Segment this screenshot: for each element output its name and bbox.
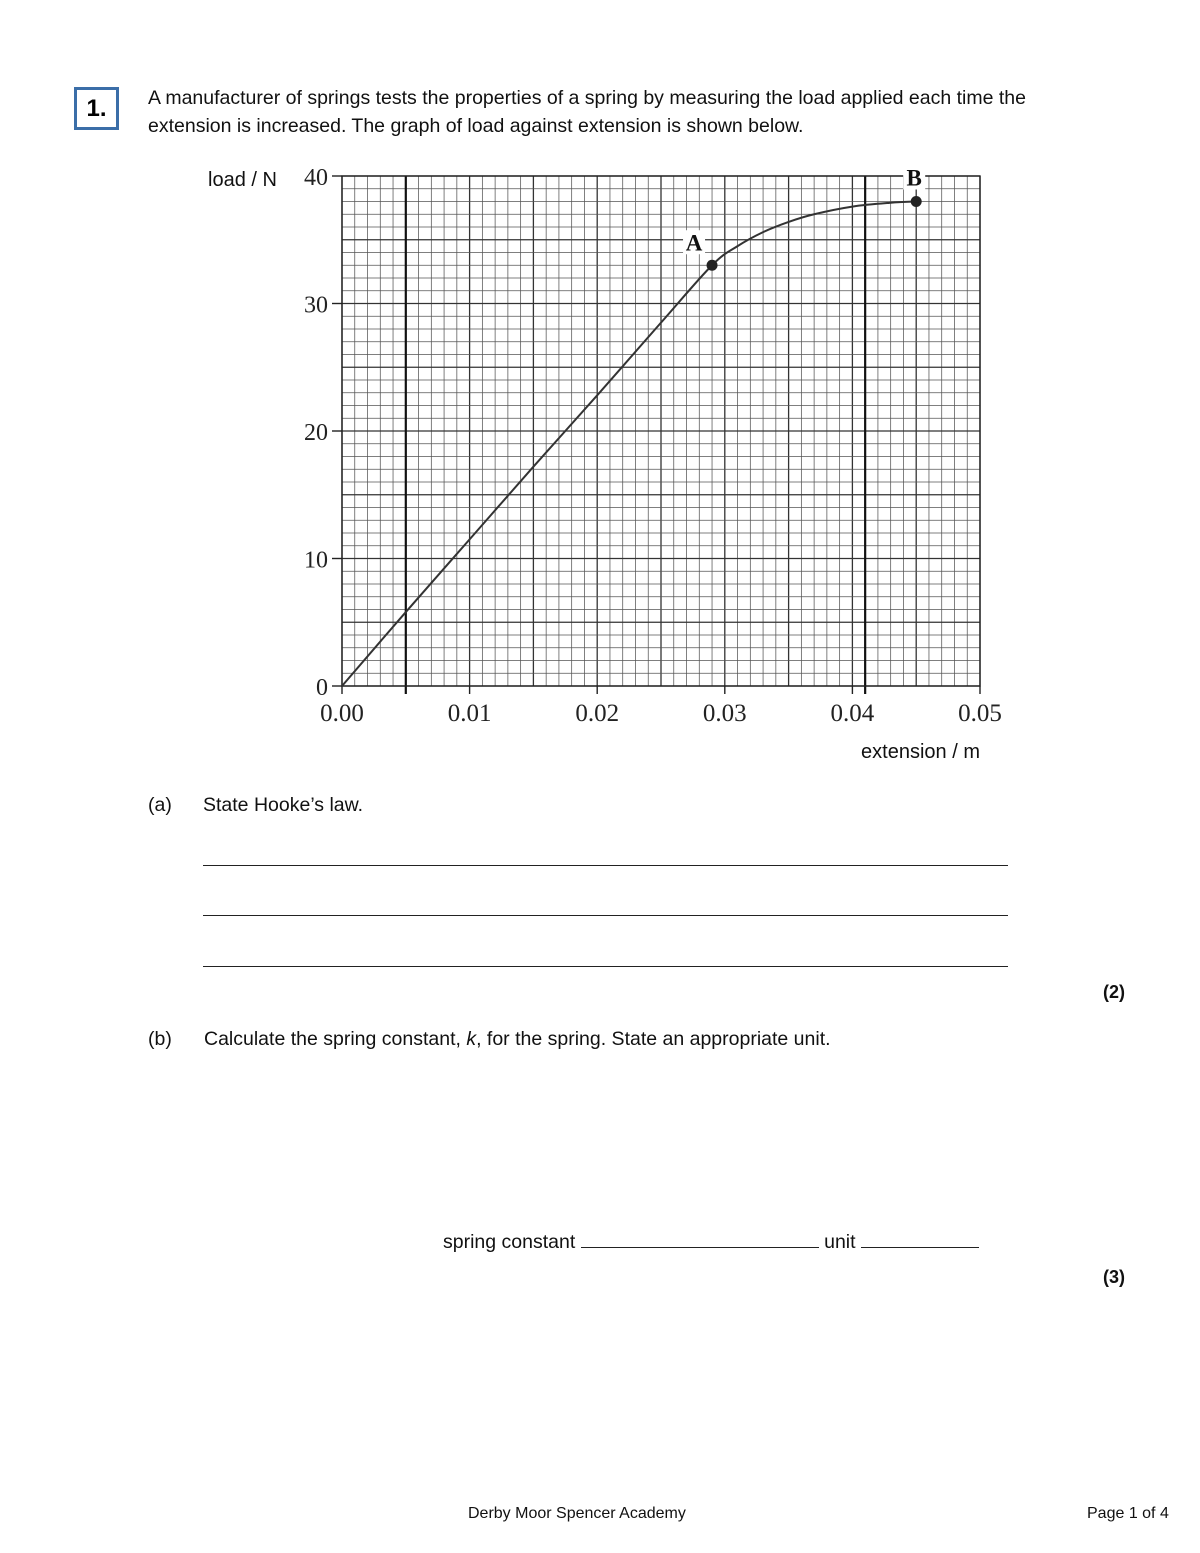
spring-constant-label: spring constant (443, 1231, 576, 1253)
part-b-marks: (3) (1103, 1267, 1125, 1287)
unit-blank[interactable] (861, 1231, 979, 1248)
part-a-marks: (2) (1103, 982, 1125, 1002)
y-tick-label: 10 (304, 547, 328, 574)
x-tick-label: 0.02 (575, 700, 620, 727)
answer-line-1[interactable] (203, 865, 1008, 866)
graph-axes (332, 176, 980, 694)
graph-grid (342, 176, 980, 694)
spring-constant-symbol: k (466, 1028, 477, 1050)
spring-constant-answer-row (443, 1231, 979, 1254)
part-b-text-start: Calculate the spring constant, (204, 1028, 467, 1050)
point-label-a: A (685, 230, 703, 256)
part-b-text-end: , for the spring. State an appropriate unit. (476, 1028, 831, 1050)
question-number: 1. (74, 87, 119, 130)
part-b-question (204, 1028, 831, 1051)
answer-line-3[interactable] (203, 966, 1008, 967)
footer-school: Derby Moor Spencer Academy (468, 1505, 686, 1522)
part-b-label: (b) (148, 1028, 172, 1050)
x-tick-label: 0.04 (830, 700, 875, 727)
x-tick-label: 0.03 (702, 700, 747, 727)
spring-constant-blank[interactable] (581, 1231, 819, 1248)
footer-page-number: Page 1 of 4 (1087, 1505, 1169, 1522)
y-tick-label: 30 (304, 292, 328, 319)
answer-line-2[interactable] (203, 915, 1008, 916)
part-a-label: (a) (148, 794, 172, 816)
y-tick-label: 20 (304, 420, 328, 446)
x-tick-label: 0.00 (320, 700, 364, 727)
load-extension-graph (190, 150, 1020, 770)
question-intro: A manufacturer of springs tests the properties of a spring by measuring the load applied each time the extension is increased. The graph of load against extension is shown below. (148, 87, 1026, 137)
x-axis-title: extension / m (861, 741, 980, 763)
x-tick-label: 0.05 (958, 700, 1002, 727)
part-a-question: State Hooke’s law. (203, 794, 364, 816)
point-b-marker (911, 196, 922, 207)
y-axis-title: load / N (208, 169, 277, 191)
y-tick-label: 40 (304, 165, 328, 191)
point-a-marker (707, 260, 718, 271)
point-label-b: B (906, 165, 922, 191)
graph-curve (342, 196, 922, 686)
x-tick-label: 0.01 (447, 700, 492, 727)
unit-label: unit (824, 1231, 856, 1253)
y-tick-label: 0 (316, 675, 328, 701)
